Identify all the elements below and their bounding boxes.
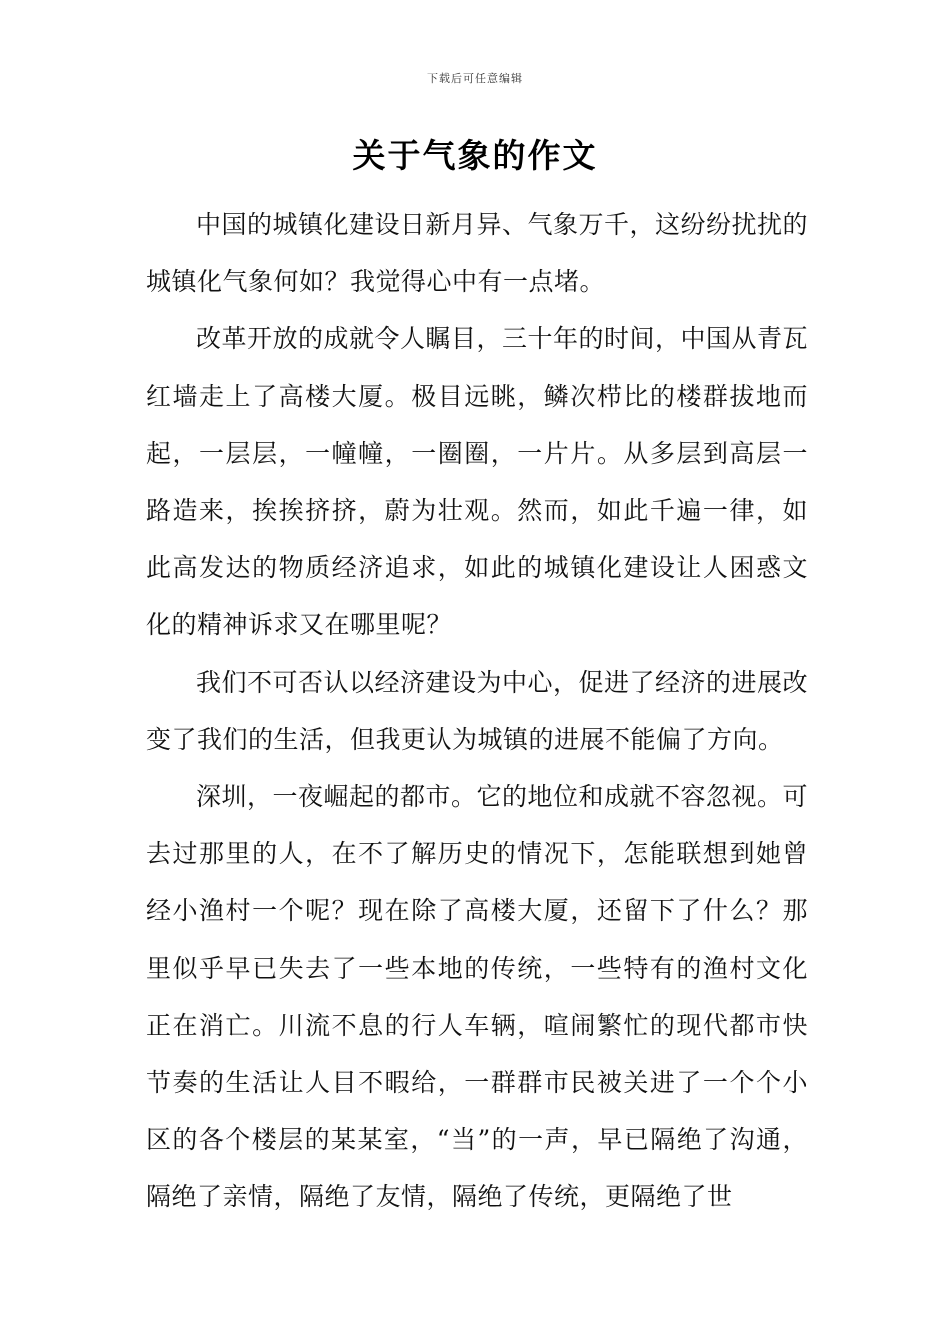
paragraph-4: 深圳，一夜崛起的都市。它的地位和成就不容忽视。可去过那里的人，在不了解历史的情况下，怎能联想到她曾经小渔村一个呢？现在除了高楼大厦，还留下了什么？那里似乎早已失去了一些本地的传统，一些特有的渔村文化正在消亡。川流不息的行人车辆，喧闹繁忙的现代都市快节奏的生活让人目不暇给，一群群市民被关进了一个个小区的各个楼层的某某室，“当”的一声，早已隔绝了沟通，隔绝了亲情，隔绝了友情，隔绝了传统，更隔绝了世 xyxy=(146,782,809,1212)
document-title: 关于气象的作文 xyxy=(352,136,598,175)
paragraph-2: 改革开放的成就令人瞩目，三十年的时间，中国从青瓦红墙走上了高楼大厦。极目远眺，鳞次栉比的楼群拔地而起，一层层，一幢幢，一圈圈，一片片。从多层到高层一路造来，挨挨挤挤，蔚为壮观。然而，如此千遍一律，如此高发达的物质经济追求，如此的城镇化建设让人困惑文化的精神诉求又在哪里呢？ xyxy=(146,324,809,640)
paragraph-3: 我们不可否认以经济建设为中心，促进了经济的进展改变了我们的生活，但我更认为城镇的进展不能偏了方向。 xyxy=(146,667,809,754)
header-note: 下载后可任意编辑 xyxy=(427,72,523,85)
document-body xyxy=(146,196,808,1226)
paragraph-1: 中国的城镇化建设日新月异、气象万千，这纷纷扰扰的城镇化气象何如？我觉得心中有一点堵。 xyxy=(146,210,809,297)
